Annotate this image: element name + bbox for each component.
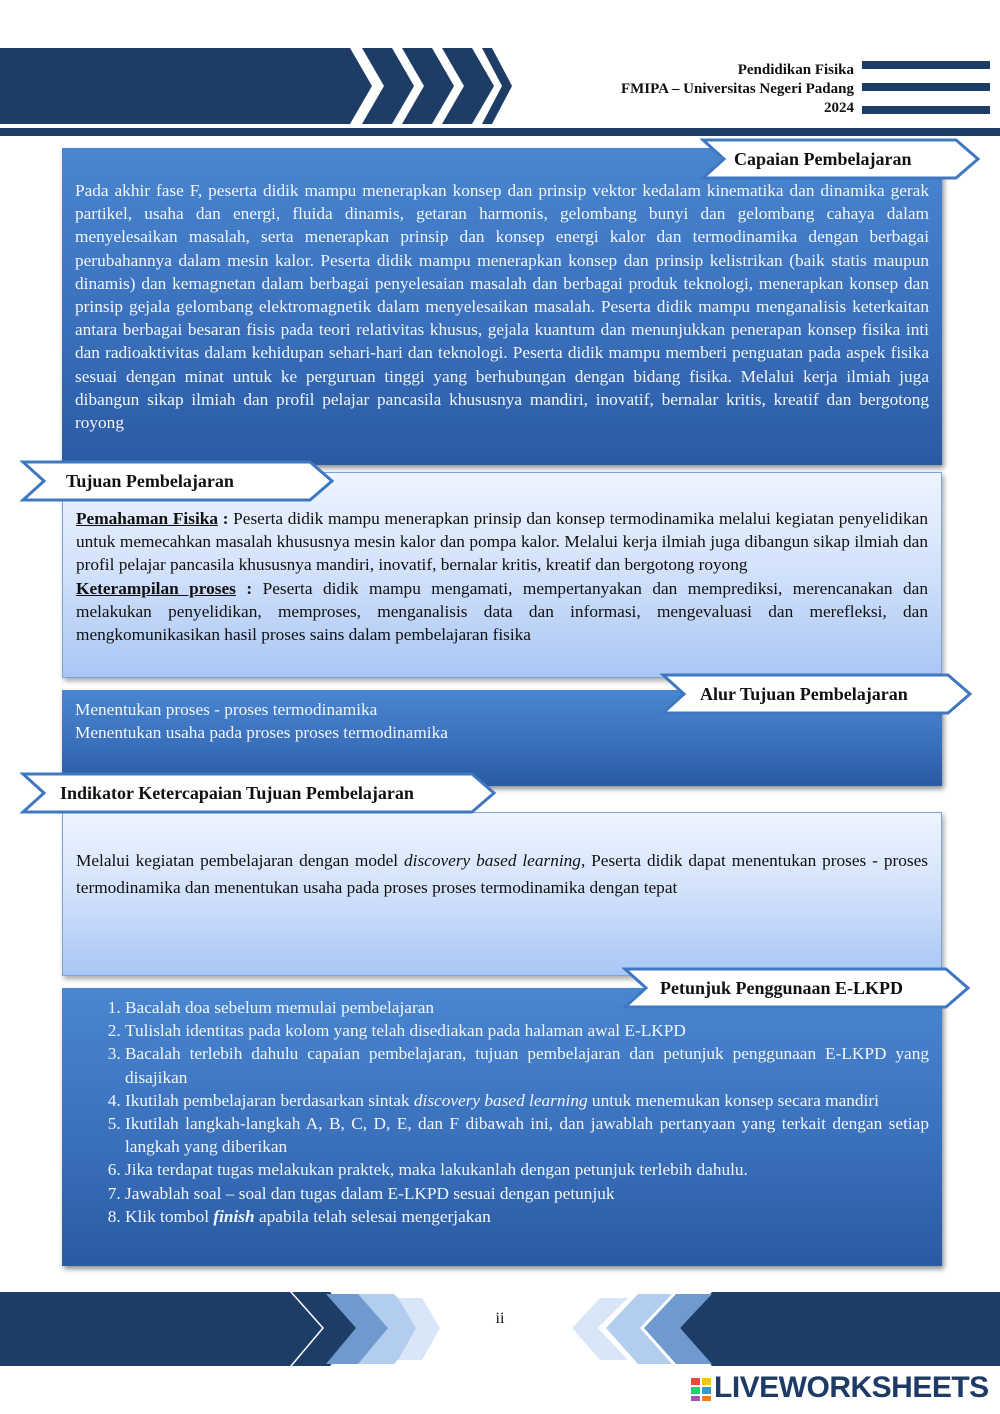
- petunjuk-item-text: Bacalah terlebih dahulu capaian pembelajaran, tujuan pembelajaran dan petunjuk penggunaan E-LKPD yang disajikan: [125, 1044, 929, 1087]
- indikator-text-before: Melalui kegiatan pembelajaran dengan model: [76, 851, 405, 870]
- petunjuk-item-text-pre: Klik tombol: [125, 1206, 214, 1226]
- petunjuk-item: [125, 1182, 929, 1205]
- petunjuk-item-text: Tulislah identitas pada kolom yang telah disediakan pada halaman awal E-LKPD: [125, 1021, 686, 1041]
- liveworksheets-logo-icon: [690, 1376, 712, 1402]
- petunjuk-section: [62, 988, 942, 1266]
- liveworksheets-brand: LIVEWORKSHEETS: [714, 1371, 989, 1404]
- tujuan-heading: Tujuan Pembelajaran: [66, 471, 234, 491]
- header-year: 2024: [824, 100, 854, 116]
- petunjuk-item-emphasis: discovery based learning: [413, 1090, 588, 1110]
- indikator-text: [76, 847, 928, 901]
- indikator-model: discovery based learning: [404, 851, 581, 870]
- indikator-text-after: , Peserta didik dapat menentukan proses - proses termodinamika dan menentukan usaha pada proses proses termodinamika dengan tepat: [76, 851, 929, 897]
- indikator-heading-tag: [20, 771, 498, 815]
- tujuan-keterampilan: [76, 577, 928, 647]
- tujuan-pemahaman: [76, 507, 928, 577]
- petunjuk-item: [125, 1205, 929, 1228]
- page-number: ii: [495, 1310, 505, 1327]
- petunjuk-item-text-post: untuk menemukan konsep secara mandiri: [587, 1090, 879, 1110]
- keterampilan-separator: :: [235, 578, 263, 598]
- pemahaman-text: Peserta didik mampu menerapkan prinsip dan konsep termodinamika melalui kegiatan penyelidikan untuk memecahkan masalah khususnya mesin kalor dan pompa kalor. Melalui kerja ilmiah juga dibangun sikap ilmiah dan profil pelajar pancasila khususnya mandiri, inovatif, bernalar kritis, kreatif dan bergotong royong: [76, 509, 928, 575]
- petunjuk-item: [125, 1042, 929, 1088]
- petunjuk-item-emphasis: finish: [213, 1206, 255, 1226]
- pemahaman-label: Pemahaman Fisika: [76, 509, 218, 528]
- liveworksheets-logo[interactable]: [690, 1372, 990, 1408]
- capaian-section: [62, 148, 942, 465]
- capaian-heading: Capaian Pembelajaran: [734, 149, 912, 169]
- tujuan-heading-tag: [20, 459, 336, 503]
- header-faculty: FMIPA – Universitas Negeri Padang: [620, 81, 854, 97]
- keterampilan-label: Keterampilan proses: [76, 578, 236, 598]
- petunjuk-item: [125, 1112, 929, 1158]
- footer-chevrons: [0, 1286, 1000, 1372]
- petunjuk-item-text: Jawablah soal – soal dan tugas dalam E-LKPD sesuai dengan petunjuk: [125, 1183, 615, 1203]
- petunjuk-heading: Petunjuk Penggunaan E-LKPD: [660, 978, 904, 998]
- alur-heading-tag: [660, 672, 974, 716]
- petunjuk-item-text-pre: Ikutilah pembelajaran berdasarkan sintak: [125, 1090, 414, 1110]
- petunjuk-item-text: Bacalah doa sebelum memulai pembelajaran: [125, 998, 435, 1017]
- indikator-section: [62, 812, 942, 976]
- alur-heading: Alur Tujuan Pembelajaran: [700, 684, 908, 704]
- indikator-heading: Indikator Ketercapaian Tujuan Pembelajaran: [60, 783, 414, 803]
- petunjuk-item-text: Ikutilah langkah-langkah A, B, C, D, E, dan F dibawah ini, dan jawablah pertanyaan yang terkait dengan setiap langkah yang diberikan: [125, 1114, 929, 1157]
- header-department: Pendidikan Fisika: [737, 62, 854, 78]
- petunjuk-item: [125, 1019, 929, 1042]
- petunjuk-item: [125, 1089, 929, 1112]
- petunjuk-item-text: Jika terdapat tugas melakukan praktek, maka lakukanlah dengan petunjuk terlebih dahulu.: [125, 1160, 748, 1180]
- capaian-text: Pada akhir fase F, peserta didik mampu menerapkan konsep dan prinsip vektor kedalam kinematika dan dinamika gerak partikel, usaha dan energi, fluida dinamis, getaran harmonis, gelombang bunyi dan gelombang cahaya dalam menyelesaikan masalah, serta menerapkan prinsip dan konsep energi kalor dan termodinamika dengan berbagai perubahannya dalam mesin kalor. Peserta didik mampu menerapkan konsep dan prinsip kelistrikan (baik statis maupun dinamis) dan kemagnetan dalam berbagai penyelesaian masalah dan berbagai produk teknologi, menerapkan konsep dan prinsip gejala gelombang elektromagnetik dalam menyelesaikan masalah. Peserta didik mampu menganalisis keterkaitan antara berbagai besaran fisis pada teori relativitas khusus, gejala kuantum dan menunjukkan penerapan konsep fisika inti dan radioaktivitas dalam kehidupan sehari-hari dan teknologi. Peserta didik mampu memberi penguatan pada aspek fisika sesuai dengan minat untuk ke perguruan tinggi yang berhubungan dengan bidang fisika. Melalui kerja ilmiah juga dibangun sikap ilmiah dan profil pelajar pancasila khususnya mandiri, inovatif, bernalar kritis, kreatif dan bergotong royong: [75, 181, 929, 433]
- petunjuk-heading-tag: [622, 966, 972, 1010]
- petunjuk-item-text-post: apabila telah selesai mengerjakan: [254, 1206, 491, 1226]
- petunjuk-item: [125, 1158, 929, 1181]
- petunjuk-list: [82, 996, 929, 1228]
- keterampilan-text: Peserta didik mampu mengamati, mempertanyakan dan memprediksi, merencanakan dan melakukan penyelidikan, memproses, menganalisis data dan informasi, mengevaluasi dan merefleksi, dan mengkomunikasikan hasil proses sains dalam pembelajaran fisika: [76, 578, 928, 645]
- alur-line-1: Menentukan proses - proses termodinamika: [75, 700, 378, 719]
- capaian-heading-tag: [700, 137, 982, 181]
- alur-line-2: Menentukan usaha pada proses proses termodinamika: [75, 723, 448, 743]
- pemahaman-separator: :: [218, 509, 234, 528]
